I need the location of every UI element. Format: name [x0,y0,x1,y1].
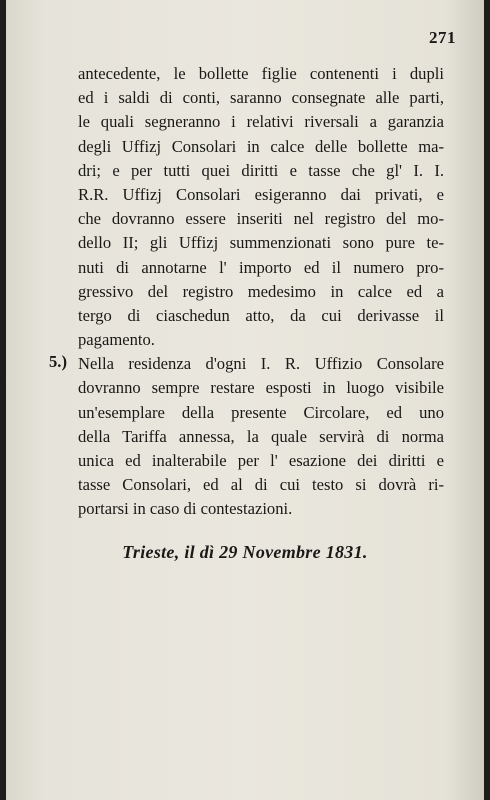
text-line: che dovranno essere inseriti nel registro del mo- [78,209,444,229]
text-line: Nella residenza d'ogni I. R. Uffizio Consolare [78,354,444,374]
page-number: 271 [429,28,456,47]
text-line: pagamento. [78,330,155,350]
text-line: tasse Consolari, ed al di cui testo si dovrà ri- [78,475,444,495]
text-line: della Tariffa annessa, la quale servirà di norma [78,426,444,446]
text-line: R.R. Uffizj Consolari esigeranno dai privati, e [78,184,444,204]
text-line: portarsi in caso di contestazioni. [78,499,293,519]
text-line: ed i saldi di conti, saranno consegnate alle parti, [78,88,444,108]
signature-line: Trieste, il dì 29 Novembre 1831. [122,542,368,562]
paragraph-2 [49,352,444,521]
body-text [49,62,444,522]
text-line: nuti di annotarne l' importo ed il numero pro- [78,257,444,277]
text-line: dovranno sempre restare esposti in luogo visibile [78,378,444,398]
text-line: le quali segneranno i relativi riversali a garanzia [78,112,444,132]
text-line: dri; e per tutti quei diritti e tasse che gl' I. I. [78,160,444,180]
text-line: un'esemplare della presente Circolare, ed uno [78,402,444,422]
book-page [6,0,484,800]
text-line: antecedente, le bollette figlie contenenti i dupli [78,64,444,83]
text-line: tergo di ciaschedun atto, da cui derivasse il [78,305,444,325]
text-line: gressivo del registro medesimo in calce ed a [78,281,444,301]
paragraph-1 [78,62,444,352]
text-line: unica ed inalterabile per l' esazione dei diritti e [78,451,444,470]
text-line: degli Uffizj Consolari in calce delle bollette ma- [78,136,444,156]
text-line: dello II; gli Uffizj summenzionati sono pure te- [78,233,444,253]
item-number: 5.) [49,352,67,372]
